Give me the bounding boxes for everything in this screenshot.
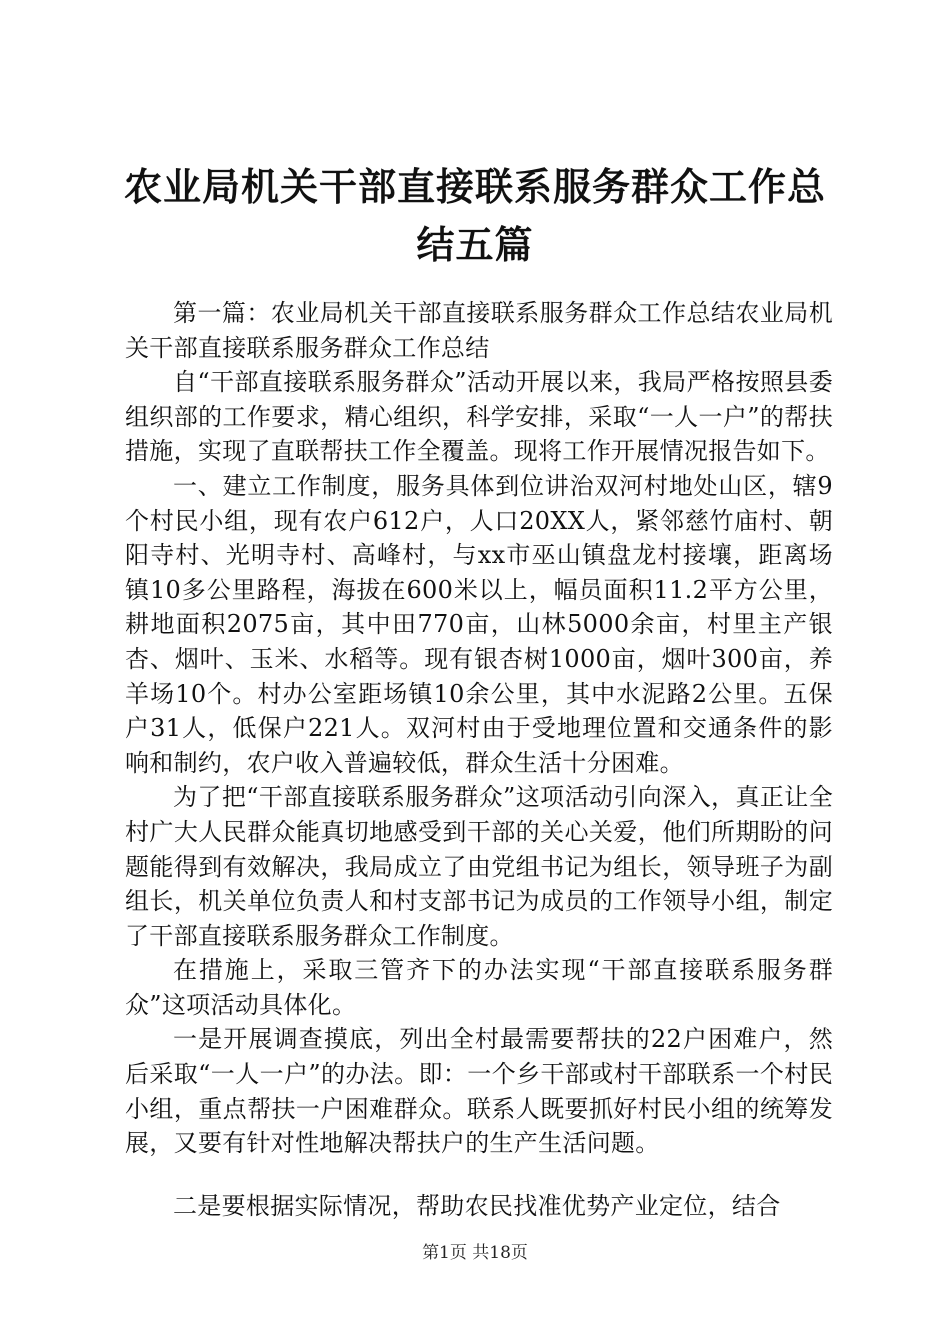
paragraph-measures: 在措施上，采取三管齐下的办法实现“干部直接联系服务群众”这项活动具体化。	[125, 956, 833, 1019]
paragraph-measure-one: 一是开展调查摸底，列出全村最需要帮扶的22户困难户，然后采取“一人一户”的办法。即：一个乡干部或村干部联系一个村民小组，重点帮扶一户困难群众。联系人既要抓好村民小组的统筹发展，又要有针对性地解决帮扶户的生产生活问题。	[125, 1025, 833, 1158]
paragraph-leadership-group: 为了把“干部直接联系服务群众”这项活动引向深入，真正让全村广大人民群众能真切地感受到干部的关心关爱，他们所期盼的问题能得到有效解决，我局成立了由党组书记为组长，领导班子为副组长，机关单位负责人和村支部书记为成员的工作领导小组，制定了干部直接联系服务群众工作制度。	[125, 783, 833, 950]
paragraph-village-profile: 一、建立工作制度，服务具体到位讲治双河村地处山区，辖9个村民小组，现有农户612户，人口20XX人，紧邻慈竹庙村、朝阳寺村、光明寺村、高峰村，与xx市巫山镇盘龙村接壤，距离场镇10多公里路程，海拔在600米以上，幅员面积11.2平方公里，耕地面积2075亩，其中田770亩，山林5000余亩，村里主产银杏、烟叶、玉米、水稻等。现有银杏树1000亩，烟叶300亩，养羊场10个。村办公室距场镇10余公里，其中水泥路2公里。五保户31人，低保户221人。双河村由于受地理位置和交通条件的影响和制约，农户收入普遍较低，群众生活十分困难。	[125, 471, 833, 777]
paragraph-measure-two: 二是要根据实际情况，帮助农民找准优势产业定位，结合	[173, 1191, 781, 1220]
paragraph-intro: 第一篇：农业局机关干部直接联系服务群众工作总结农业局机关干部直接联系服务群众工作总结	[125, 299, 833, 362]
paragraph-spacer	[125, 1161, 833, 1189]
page-number-footer: 第1页 共18页	[422, 1243, 528, 1263]
document-body	[125, 296, 833, 1223]
document-title: 农业局机关干部直接联系服务群众工作总结五篇	[123, 165, 826, 267]
paragraph-overview: 自“干部直接联系服务群众”活动开展以来，我局严格按照县委组织部的工作要求，精心组织，科学安排，采取“一人一户”的帮扶措施，实现了直联帮扶工作全覆盖。现将工作开展情况报告如下。	[125, 368, 833, 466]
